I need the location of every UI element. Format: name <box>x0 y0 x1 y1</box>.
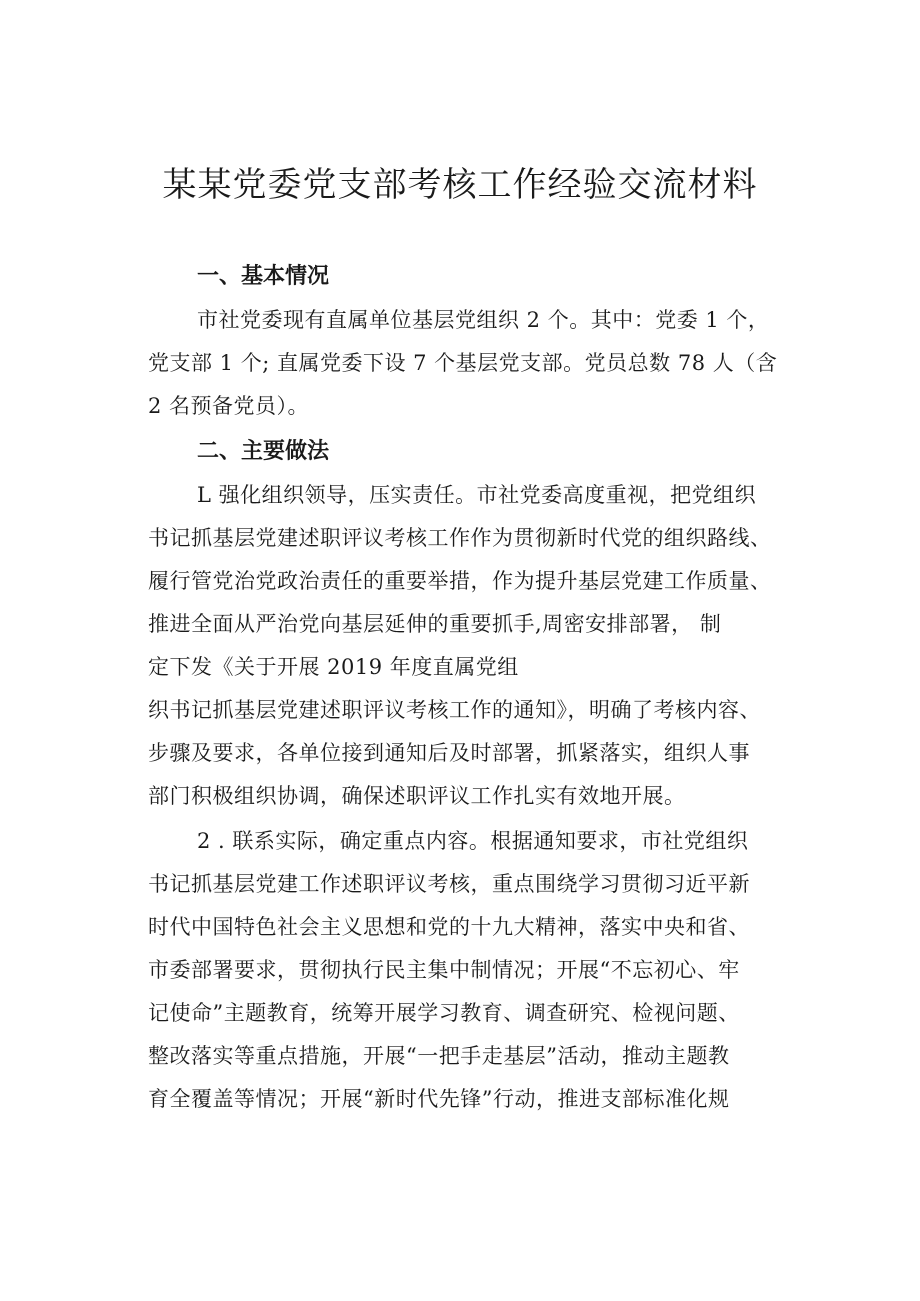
paragraph-line: 市社党委现有直属单位基层党组织 2 个。其中：党委 1 个， <box>197 308 770 332</box>
paragraph-line: 履行管党治党政治责任的重要举措，作为提升基层党建工作质量、 <box>148 569 772 593</box>
paragraph-line: 书记抓基层党建述职评议考核工作作为贯彻新时代党的组织路线、 <box>148 526 772 550</box>
document-title: 某某党委党支部考核工作经验交流材料 <box>162 165 758 205</box>
paragraph-line: 整改落实等重点措施，开展“一把手走基层”活动，推动主题教 <box>148 1044 730 1068</box>
section-heading-main-practices: 二、主要做法 <box>197 439 330 464</box>
paragraph-line: 2 名预备党员）。 <box>148 394 310 418</box>
paragraph-line: 定下发《关于开展 2019 年度直属党组 <box>148 655 519 679</box>
paragraph-line: 时代中国特色社会主义思想和党的十九大精神，落实中央和省、 <box>148 915 750 939</box>
paragraph-line: 部门积极组织协调，确保述职评议工作扎实有效地开展。 <box>148 784 686 808</box>
paragraph-line: 记使命”主题教育，统筹开展学习教育、调查研究、检视问题、 <box>148 1001 740 1025</box>
paragraph-line: L 强化组织领导，压实责任。市社党委高度重视，把党组织 <box>197 483 757 507</box>
paragraph-line: 市委部署要求，贯彻执行民主集中制情况；开展“不忘初心、牢 <box>148 958 740 982</box>
paragraph-line: 推进全面从严治党向基层延伸的重要抓手,周密安排部署， 制 <box>148 612 722 636</box>
paragraph-line: 育全覆盖等情况；开展“新时代先锋”行动，推进支部标准化规 <box>148 1087 730 1111</box>
paragraph-line: 织书记抓基层党建述职评议考核工作的通知》，明确了考核内容、 <box>148 698 761 722</box>
paragraph-line: 步骤及要求，各单位接到通知后及时部署，抓紧落实，组织人事 <box>148 741 750 765</box>
paragraph-line: 党支部 1 个; 直属党委下设 7 个基层党支部。党员总数 78 人（含 <box>148 351 778 375</box>
paragraph-line: 书记抓基层党建工作述职评议考核，重点围绕学习贯彻习近平新 <box>148 872 750 896</box>
paragraph-line: 2 . 联系实际，确定重点内容。根据通知要求，市社党组织 <box>197 829 749 853</box>
section-heading-basic-situation: 一、基本情况 <box>197 264 330 289</box>
